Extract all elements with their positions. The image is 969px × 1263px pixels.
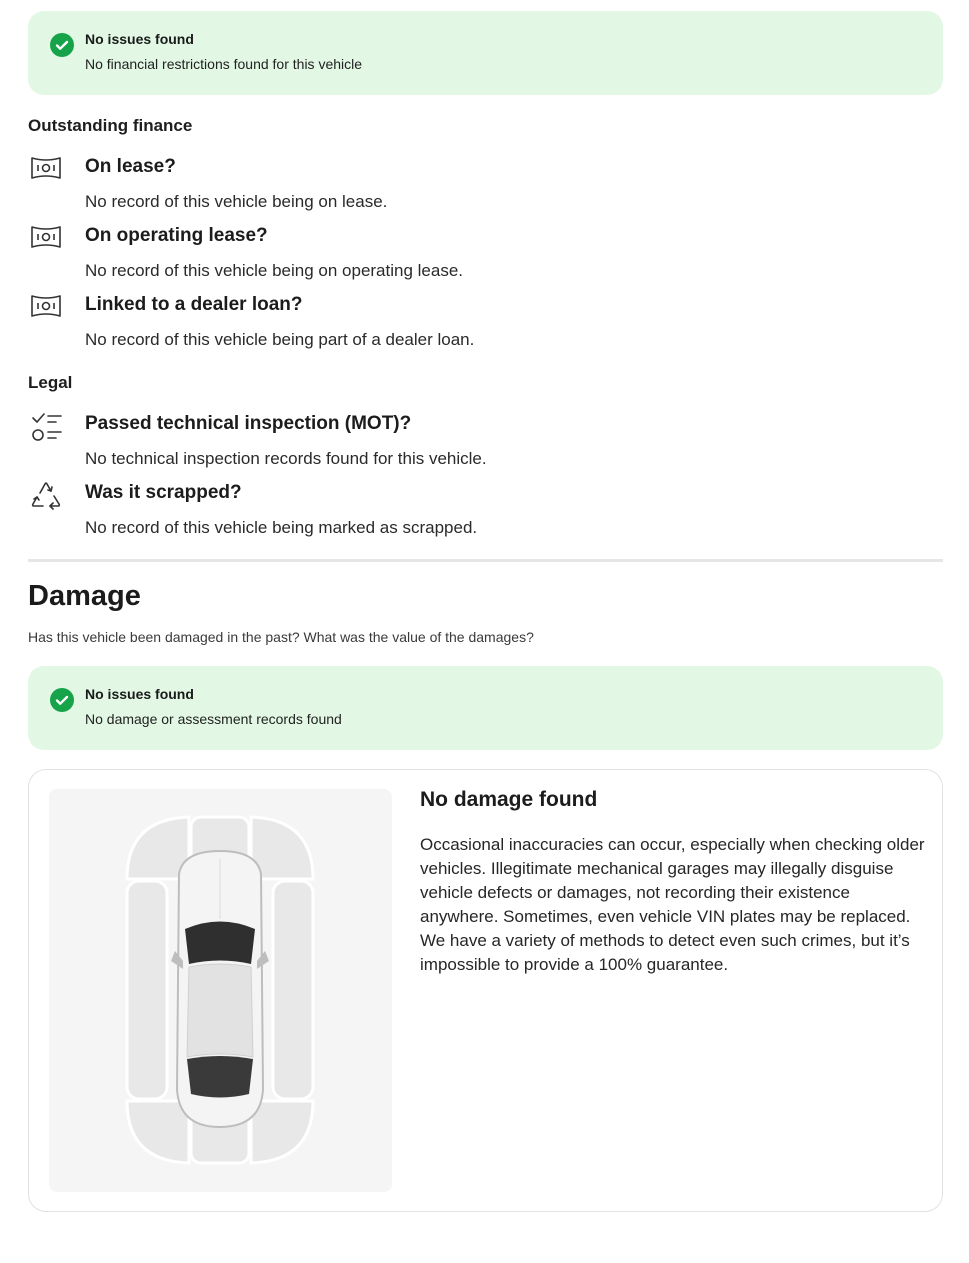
alert-text: No damage or assessment records found <box>85 711 342 727</box>
card-description: Occasional inaccuracies can occur, especially when checking older vehicles. Illegitimate mechanical garages may illegally disguise vehicle defects or damages, not recording their existence anywhere. Sometimes, even vehicle VIN plates may be replaced. We have a variety of methods to detect even such crimes, but it’s impossible to provide a 100% guarantee. <box>420 835 925 974</box>
check-circle-icon <box>50 688 74 712</box>
banknote-icon <box>28 292 68 324</box>
banknote-icon <box>28 223 68 255</box>
damage-map-card <box>28 769 943 1212</box>
question-label: On lease? <box>85 156 176 177</box>
recycle-icon <box>28 477 68 509</box>
legal-heading: Legal <box>28 373 73 392</box>
question-label: Passed technical inspection (MOT)? <box>85 413 412 434</box>
car-top-view-icon <box>171 851 269 1127</box>
card-title: No damage found <box>420 788 598 811</box>
damage-heading: Damage <box>28 580 141 612</box>
damage-subtitle: Has this vehicle been damaged in the past? What was the value of the damages? <box>28 629 534 645</box>
car-damage-diagram <box>49 789 392 1192</box>
legal-item-scrapped <box>28 480 928 540</box>
finance-item-lease <box>28 154 928 214</box>
checklist-icon <box>28 411 68 443</box>
finance-item-dealer-loan <box>28 292 928 352</box>
question-label: Linked to a dealer loan? <box>85 294 303 315</box>
answer-text: No record of this vehicle being part of a dealer loan. <box>85 330 475 349</box>
answer-text: No technical inspection records found for this vehicle. <box>85 449 487 468</box>
alert-text: No financial restrictions found for this vehicle <box>85 56 363 72</box>
answer-text: No record of this vehicle being on operating lease. <box>85 261 464 280</box>
check-circle-icon <box>50 33 74 57</box>
question-label: Was it scrapped? <box>85 482 242 503</box>
answer-text: No record of this vehicle being on lease. <box>85 192 388 211</box>
damage-success-alert <box>28 666 943 750</box>
finance-success-alert <box>28 11 943 95</box>
legal-item-mot <box>28 411 928 471</box>
answer-text: No record of this vehicle being marked as scrapped. <box>85 518 478 537</box>
section-divider <box>28 559 943 562</box>
finance-item-operating-lease <box>28 223 928 283</box>
alert-title: No issues found <box>85 686 194 702</box>
banknote-icon <box>28 154 68 186</box>
outstanding-finance-heading: Outstanding finance <box>28 116 193 135</box>
alert-title: No issues found <box>85 31 194 47</box>
question-label: On operating lease? <box>85 225 268 246</box>
